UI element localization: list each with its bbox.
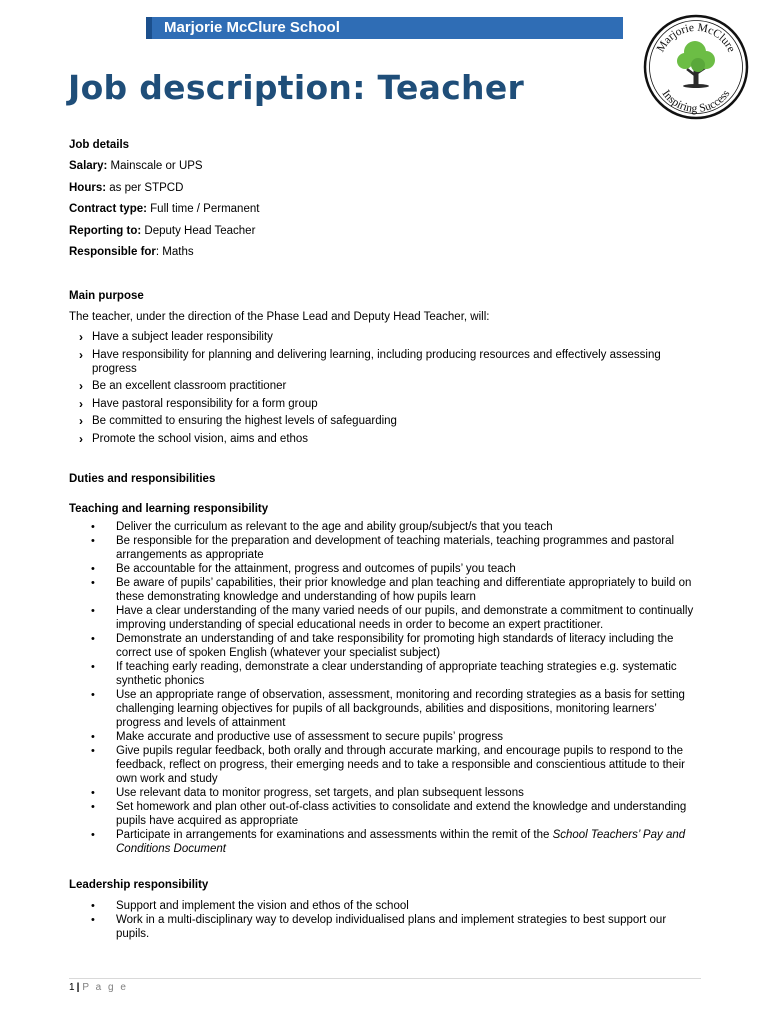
reporting-label: Reporting to: xyxy=(69,224,142,237)
hours-row xyxy=(69,181,699,196)
bullet-icon: • xyxy=(91,744,95,757)
bullet-icon: • xyxy=(91,899,95,912)
list-item: › Have pastoral responsibility for a form group xyxy=(79,396,318,411)
document-title-italic: School Teachers’ Pay and Conditions Document xyxy=(116,828,686,855)
chevron-right-icon: › xyxy=(79,396,83,411)
school-name-banner xyxy=(146,17,623,39)
page-number: 1 xyxy=(69,982,75,993)
list-item: • Be aware of pupils’ capabilities, their prior knowledge and plan teaching and differentiate appropriately to build on these demonstrating knowledge and understanding of how pupils learn xyxy=(91,576,692,603)
logo-text-top: Marjorie McClure xyxy=(654,21,738,55)
leadership-list xyxy=(69,899,699,941)
list-item: • Deliver the curriculum as relevant to the age and ability group/subject/s that you teach xyxy=(91,520,553,533)
chevron-right-icon: › xyxy=(79,379,83,393)
hours-value: as per STPCD xyxy=(106,181,184,194)
list-item: • Be accountable for the attainment, progress and outcomes of pupils’ you teach xyxy=(91,562,516,575)
bullet-icon: • xyxy=(91,534,95,547)
responsible-row xyxy=(69,245,699,260)
list-item: › Promote the school vision, aims and ethos xyxy=(79,431,309,446)
contract-value: Full time / Permanent xyxy=(146,203,260,215)
contract-label: Contract type: xyxy=(69,203,147,215)
job-details-section xyxy=(69,138,699,260)
list-item: • Participate in arrangements for examinations and assessments within the remit of the School Teachers’ Pay and Conditions Document xyxy=(91,828,686,855)
bullet-icon: • xyxy=(91,800,95,813)
contract-row xyxy=(69,202,699,217)
school-logo xyxy=(643,14,749,120)
bullet-icon: • xyxy=(91,562,95,575)
list-item: • Work in a multi-disciplinary way to develop individualised plans and implement strategies to best support our pupils. xyxy=(91,913,667,940)
leadership-heading: Leadership responsibility xyxy=(69,878,209,891)
duties-section xyxy=(69,472,699,487)
logo-text-bottom: Inspiring Success xyxy=(659,88,733,116)
list-item: › Have responsibility for planning and delivering learning, including producing resources and effectively assessing progress xyxy=(79,347,661,375)
bullet-icon: • xyxy=(91,520,95,533)
teaching-list xyxy=(69,520,699,856)
responsible-value: : Maths xyxy=(155,246,194,258)
list-item: • Support and implement the vision and ethos of the school xyxy=(91,899,409,912)
salary-value: Mainscale or UPS xyxy=(107,160,203,172)
main-purpose-list xyxy=(69,330,699,446)
job-details-heading: Job details xyxy=(69,139,130,151)
list-item: • Use an appropriate range of observation, assessment, monitoring and recording strategies as a basis for setting challenging learning objectives for pupils of all backgrounds, abilities and dispositions, monitoring learners’ progress and levels of attainment xyxy=(91,688,685,729)
list-item: • If teaching early reading, demonstrate a clear understanding of appropriate teaching strategies e.g. systematic synthetic phonics xyxy=(91,660,677,687)
list-item: › Be an excellent classroom practitioner xyxy=(79,379,287,393)
chevron-right-icon: › xyxy=(79,330,83,344)
main-purpose-heading: Main purpose xyxy=(69,290,144,302)
list-item: • Give pupils regular feedback, both orally and through accurate marking, and encourage pupils to respond to the feedback, reflect on progress, their emerging needs and to take a responsible and conscientious attitude to their own work and study xyxy=(91,744,685,785)
reporting-row xyxy=(69,224,699,239)
list-item: › Have a subject leader responsibility xyxy=(79,330,273,344)
list-item: › Be committed to ensuring the highest levels of safeguarding xyxy=(79,414,397,428)
list-item: • Demonstrate an understanding of and take responsibility for promoting high standards of literacy including the correct use of spoken English (whatever your specialist subject) xyxy=(91,632,674,659)
chevron-right-icon: › xyxy=(79,414,83,428)
bullet-icon: • xyxy=(91,913,95,926)
chevron-right-icon: › xyxy=(79,347,83,362)
hours-label: Hours: xyxy=(69,181,107,194)
main-purpose-intro: The teacher, under the direction of the Phase Lead and Deputy Head Teacher, will: xyxy=(69,311,490,323)
bullet-icon: • xyxy=(91,660,95,673)
bullet-icon: • xyxy=(91,632,95,645)
school-name: Marjorie McClure School xyxy=(164,19,340,36)
reporting-value: Deputy Head Teacher xyxy=(141,224,256,237)
page-title: Job description: Teacher xyxy=(68,68,525,107)
list-item: • Be responsible for the preparation and development of teaching materials, teaching programmes and pastoral arrangements as appropriate xyxy=(91,534,675,561)
leadership-section xyxy=(69,878,699,941)
page-label: P a g e xyxy=(82,982,128,993)
list-item: • Use relevant data to monitor progress, set targets, and plan subsequent lessons xyxy=(91,786,524,799)
bullet-icon: • xyxy=(91,576,95,589)
list-item: • Make accurate and productive use of assessment to secure pupils’ progress xyxy=(91,730,503,743)
list-item: • Have a clear understanding of the many varied needs of our pupils, and demonstrate a commitment to continually improving understanding of special educational needs in order to become an expert practitioner. xyxy=(91,604,694,631)
bullet-icon: • xyxy=(91,828,95,841)
document-body xyxy=(69,138,699,941)
salary-label: Salary: xyxy=(69,160,108,172)
list-item: • Set homework and plan other out-of-class activities to consolidate and extend the knowledge and understanding pupils have acquired as appropriate xyxy=(91,800,687,827)
chevron-right-icon: › xyxy=(79,431,83,446)
salary-row xyxy=(69,159,699,174)
bullet-icon: • xyxy=(91,604,95,617)
responsible-label: Responsible for xyxy=(69,246,156,258)
bullet-icon: • xyxy=(91,688,95,701)
teaching-heading: Teaching and learning responsibility xyxy=(69,502,269,515)
footer-divider xyxy=(69,978,701,979)
teaching-section xyxy=(69,502,699,856)
bullet-icon: • xyxy=(91,786,95,799)
main-purpose-section xyxy=(69,289,699,446)
duties-heading: Duties and responsibilities xyxy=(69,472,216,485)
bullet-icon: • xyxy=(91,730,95,743)
page-footer xyxy=(69,982,128,993)
footer-separator: | xyxy=(76,982,80,993)
